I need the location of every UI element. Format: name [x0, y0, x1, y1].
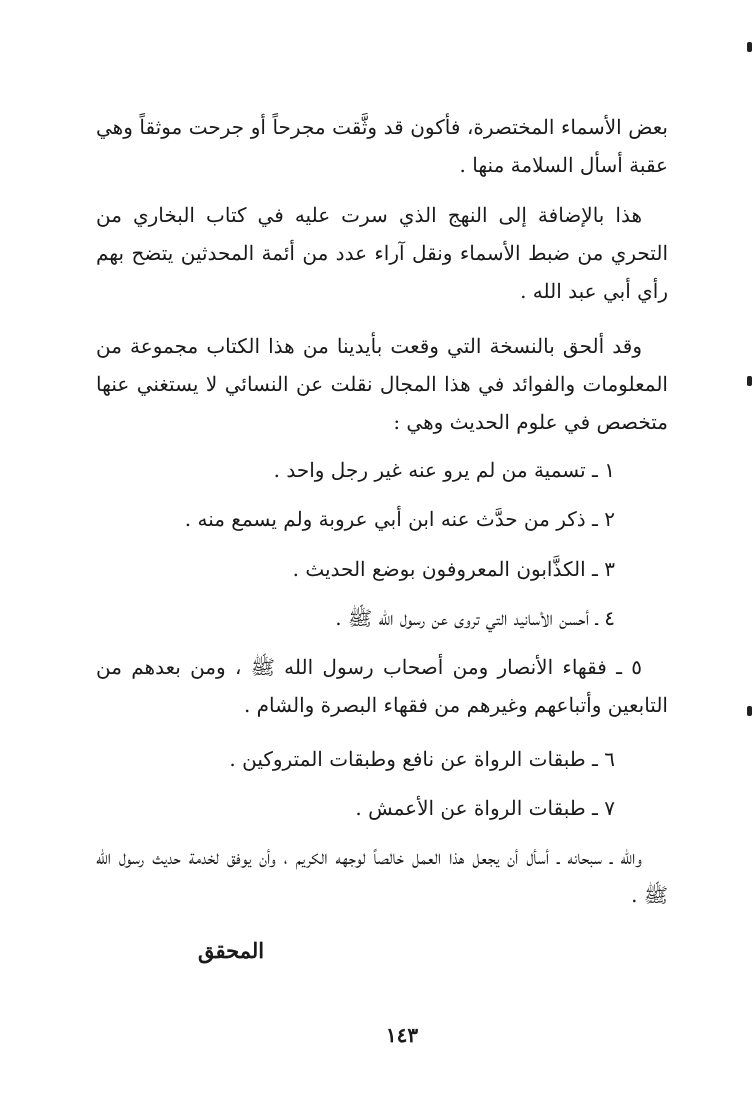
page-edge-mark-middle — [747, 376, 752, 386]
paragraph-3-text: وقد ألحق بالنسخة التي وقعت بأيدينا من هذا الكتاب مجموعة من المعلومات والفوائد في هذا المجال نقلت عن النسائي لا يستغني عنها متخصص في علوم الحديث وهي : — [96, 334, 668, 434]
paragraph-3 — [96, 327, 668, 441]
page-number: ١٤٣ — [385, 1023, 419, 1047]
list-item-7: ٧ ـ طبقات الرواة عن الأعمش . — [355, 796, 615, 820]
list-item-2: ٢ ـ ذكر من حدَّث عنه ابن أبي عروبة ولم يسمع منه . — [184, 507, 615, 531]
closing-text: والله ـ سبحانه ـ أسأل أن يجعل هذا العمل خالصاً لوجهه الكريم ، وأن يوفق لخدمة حديث رسول الله ﷺ . — [96, 845, 668, 907]
closing-paragraph — [96, 838, 668, 914]
list-item-5-text: ٥ ـ فقهاء الأنصار ومن أصحاب رسول الله ﷺ ، ومن بعدهم من التابعين وأتباعهم وغيرهم من فقهاء البصرة والشام . — [96, 655, 668, 717]
list-item-1: ١ ـ تسمية من لم يرو عنه غير رجل واحد . — [273, 458, 615, 482]
paragraph-2 — [96, 196, 668, 310]
list-item-6: ٦ ـ طبقات الرواة عن نافع وطبقات المتروكين . — [229, 747, 615, 771]
page-edge-mark-top — [747, 42, 752, 52]
list-item-4: ٤ ـ أحسن الأسانيد التي تروى عن رسول الله ﷺ . — [335, 606, 615, 630]
list-item-3: ٣ ـ الكذَّابون المعروفون بوضع الحديث . — [292, 557, 615, 581]
signature: المحقق — [198, 938, 265, 963]
paragraph-1-text: بعض الأسماء المختصرة، فأكون قد وثَّقت مجرحاً أو جرحت موثقاً وهي عقبة أسأل السلامة منها . — [96, 115, 668, 177]
page-edge-mark-lower — [747, 706, 752, 716]
list-item-5 — [96, 648, 668, 724]
paragraph-1 — [96, 108, 668, 184]
paragraph-2-text: هذا بالإضافة إلى النهج الذي سرت عليه في كتاب البخاري من التحري من ضبط الأسماء ونقل آراء عدد من أئمة المحدثين يتضح بهم رأي أبي عبد الله . — [96, 203, 668, 303]
